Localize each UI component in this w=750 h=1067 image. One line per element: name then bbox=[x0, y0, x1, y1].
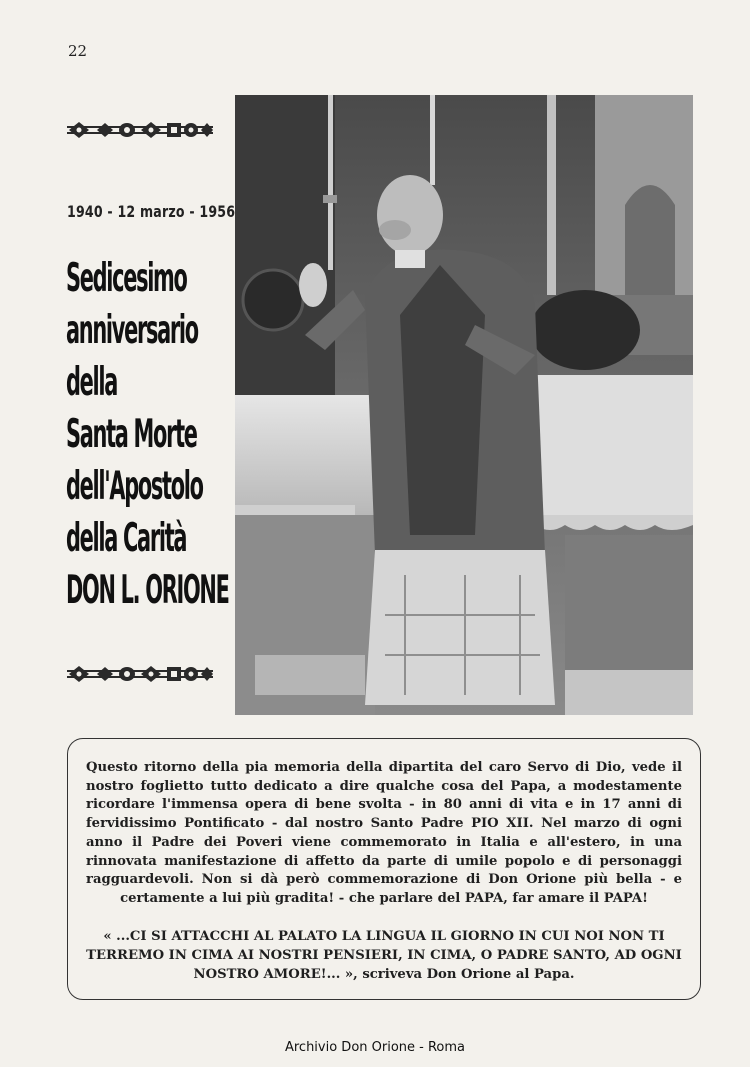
headline-line-7: DON L. ORIONE bbox=[66, 566, 229, 613]
headline-line-2: anniversario bbox=[66, 306, 198, 353]
decorative-ornament-top bbox=[67, 120, 213, 140]
headline-line-1: Sedicesimo bbox=[66, 254, 187, 301]
date-line: 1940 - 12 marzo - 1956 bbox=[67, 203, 236, 222]
decorative-ornament-bottom bbox=[67, 664, 213, 684]
priest-photo bbox=[235, 95, 693, 715]
headline bbox=[66, 248, 234, 612]
text-box bbox=[67, 738, 701, 1000]
body-paragraph: Questo ritorno della pia memoria della dipartita del caro Servo di Dio, vede il nostro foglietto tutto dedicato a dire qualche cosa del Papa, a modestamente ricordare l'immensa opera di bene svolta - in 80 anni di vita e in 17 anni di fervidissimo Pontificato - dal nostro Santo Padre PIO XII. Nel marzo di ogni anno il Padre dei Poveri viene commemorato in Italia e all'estero, in una rinnovata manifestazione di affetto da parte di umile popolo e di personaggi ragguardevoli. Non si dà però commemorazione di Don Orione più bella - e certamente a lui più gradita! - che parlare del PAPA, far amare il PAPA! bbox=[86, 760, 682, 906]
ornament-icon bbox=[67, 664, 213, 684]
page-number: 22 bbox=[68, 42, 88, 60]
headline-line-5: dell'Apostolo bbox=[66, 462, 203, 509]
archive-footer: Archivio Don Orione - Roma bbox=[284, 1040, 466, 1055]
headline-line-4: Santa Morte bbox=[66, 410, 197, 457]
priest-at-altar-photo-icon bbox=[235, 95, 693, 715]
quote-paragraph: « ...CI SI ATTACCHI AL PALATO LA LINGUA IL GIORNO IN CUI NOI NON TI TERREMO IN CIMA AI NOSTRI PENSIERI, IN CIMA, O PADRE SANTO, AD OGNI NOSTRO AMORE!... », scriveva Don Orione al Papa. bbox=[86, 928, 682, 982]
headline-line-3: della bbox=[66, 358, 118, 405]
headline-line-6: della Carità bbox=[66, 514, 187, 561]
ornament-icon bbox=[67, 120, 213, 140]
